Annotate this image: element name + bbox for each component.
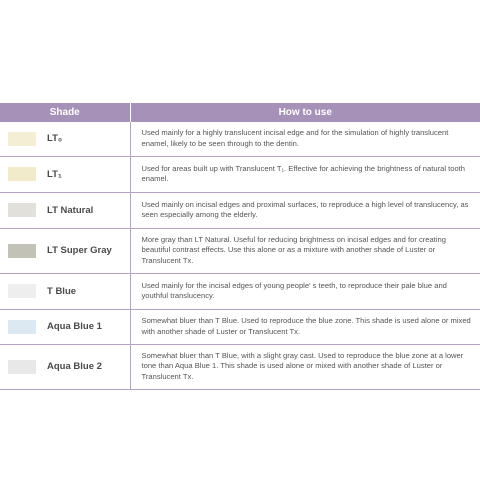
shade-swatch (8, 360, 36, 374)
how-to-use-cell (130, 273, 480, 309)
table-header-row (0, 103, 480, 122)
table-row (0, 309, 480, 344)
table-row (0, 228, 480, 273)
shade-cell (0, 122, 130, 156)
shade-swatch (8, 132, 36, 146)
how-to-use-cell (130, 122, 480, 156)
table-row (0, 156, 480, 192)
shade-name: LT₁ (47, 168, 62, 180)
how-to-use-text: Used mainly for a highly translucent incisal edge and for the simulation of highly translucent enamel, likely to be seen through to the dentin. (141, 128, 449, 148)
how-to-use-text: Used mainly on incisal edges and proximal surfaces, to reproduce a high level of translucency, as seen especially among the elderly. (141, 199, 469, 219)
shade-cell (0, 156, 130, 192)
shade-column-header: Shade (0, 103, 130, 122)
how-to-use-cell (130, 309, 480, 344)
shade-name: T Blue (47, 285, 77, 297)
table-row (0, 122, 480, 156)
shade-cell (0, 344, 130, 389)
how-to-use-text: Somewhat bluer than T Blue. Used to reproduce the blue zone. This shade is used alone or mixed with another shade of Luster or Translucent Tx. (141, 316, 471, 336)
table-row (0, 344, 480, 389)
shade-table (0, 103, 480, 390)
shade-swatch (8, 203, 36, 217)
shade-name: LT₀ (47, 133, 63, 145)
shade-name: Aqua Blue 1 (47, 321, 102, 332)
how-to-use-cell (130, 344, 480, 389)
how-to-use-cell (130, 156, 480, 192)
shade-name: LT Super Gray (47, 245, 112, 256)
how-to-use-column-header: How to use (130, 103, 480, 122)
how-to-use-text: Used mainly for the incisal edges of young people' s teeth, to reproduce their pale blue and youthful translucency. (141, 280, 447, 300)
table-row (0, 273, 480, 309)
shade-swatch (8, 284, 36, 298)
how-to-use-text: More gray than LT Natural. Useful for reducing brightness on incisal edges and for creating beautiful contrast effects. Use this alone or as a mixture with another shade of Luster or Translucent Tx. (141, 234, 446, 265)
how-to-use-cell (130, 192, 480, 228)
shade-cell (0, 192, 130, 228)
shade-cell (0, 309, 130, 344)
table-row (0, 192, 480, 228)
shade-name: Aqua Blue 2 (47, 361, 102, 372)
how-to-use-text: Somewhat bluer than T Blue, with a slight gray cast. Used to reproduce the blue zone at a lower tone than Aqua Blue 1. This shade is used alone or mixed with another shade of Luster or Translucent Tx. (141, 350, 464, 381)
shade-swatch (8, 167, 36, 181)
shade-cell (0, 228, 130, 273)
how-to-use-text: Used for areas built up with Translucent T₁. Effective for achieving the brightness of natural tooth enamel. (141, 163, 466, 183)
shade-swatch (8, 244, 36, 258)
how-to-use-cell (130, 228, 480, 273)
shade-cell (0, 273, 130, 309)
shade-name: LT Natural (47, 204, 94, 216)
shade-swatch (8, 320, 36, 334)
